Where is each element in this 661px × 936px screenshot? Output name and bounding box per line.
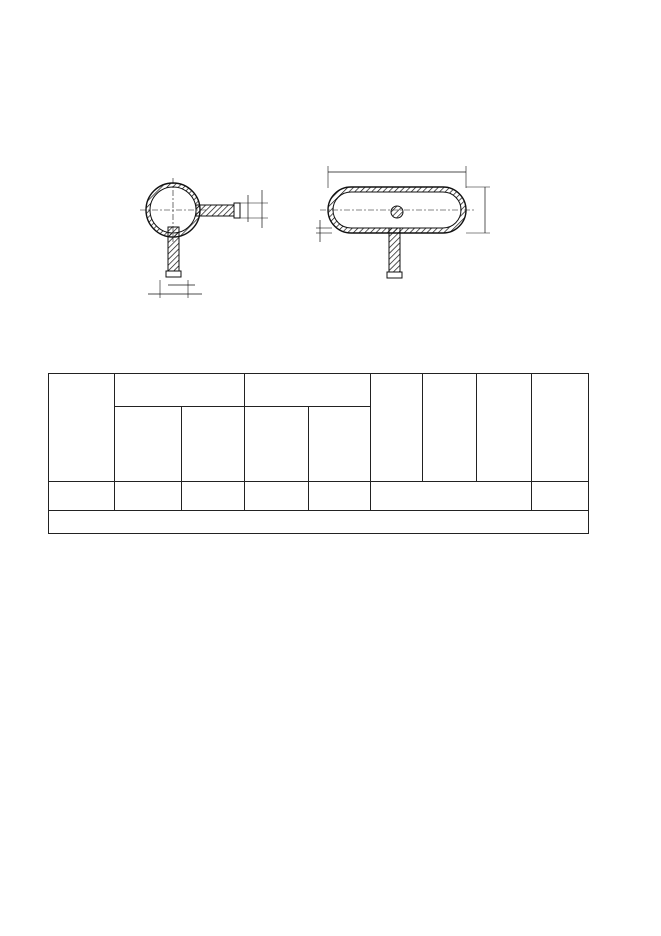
- sub-welded-d2: [309, 407, 371, 482]
- col-v-header: [532, 374, 589, 482]
- col-s-header: [477, 374, 532, 482]
- group-d2-header: [245, 374, 371, 407]
- spherical-vessel-drawing: [0, 150, 268, 320]
- intro-paragraph: [48, 96, 588, 113]
- col-d3-header: [371, 374, 423, 482]
- table-footnote: [49, 511, 589, 534]
- unit-mm: [182, 482, 245, 511]
- unit-mm: [371, 482, 532, 511]
- capsule-vessel-drawing: [316, 166, 490, 278]
- sub-welded-d1: [182, 407, 245, 482]
- sub-threaded-d2: [245, 407, 309, 482]
- vessel-dimensions-table: [48, 373, 589, 534]
- col-designation-header: [49, 374, 115, 482]
- unit-inch: [115, 482, 182, 511]
- group-d1-header: [115, 374, 245, 407]
- unit-mm: [309, 482, 371, 511]
- closing-paragraph: [48, 797, 588, 814]
- sub-threaded-d1: [115, 407, 182, 482]
- unit-inch: [245, 482, 309, 511]
- unit-cm3: [532, 482, 589, 511]
- figure-vessels: [0, 150, 661, 320]
- col-l-header: [423, 374, 477, 482]
